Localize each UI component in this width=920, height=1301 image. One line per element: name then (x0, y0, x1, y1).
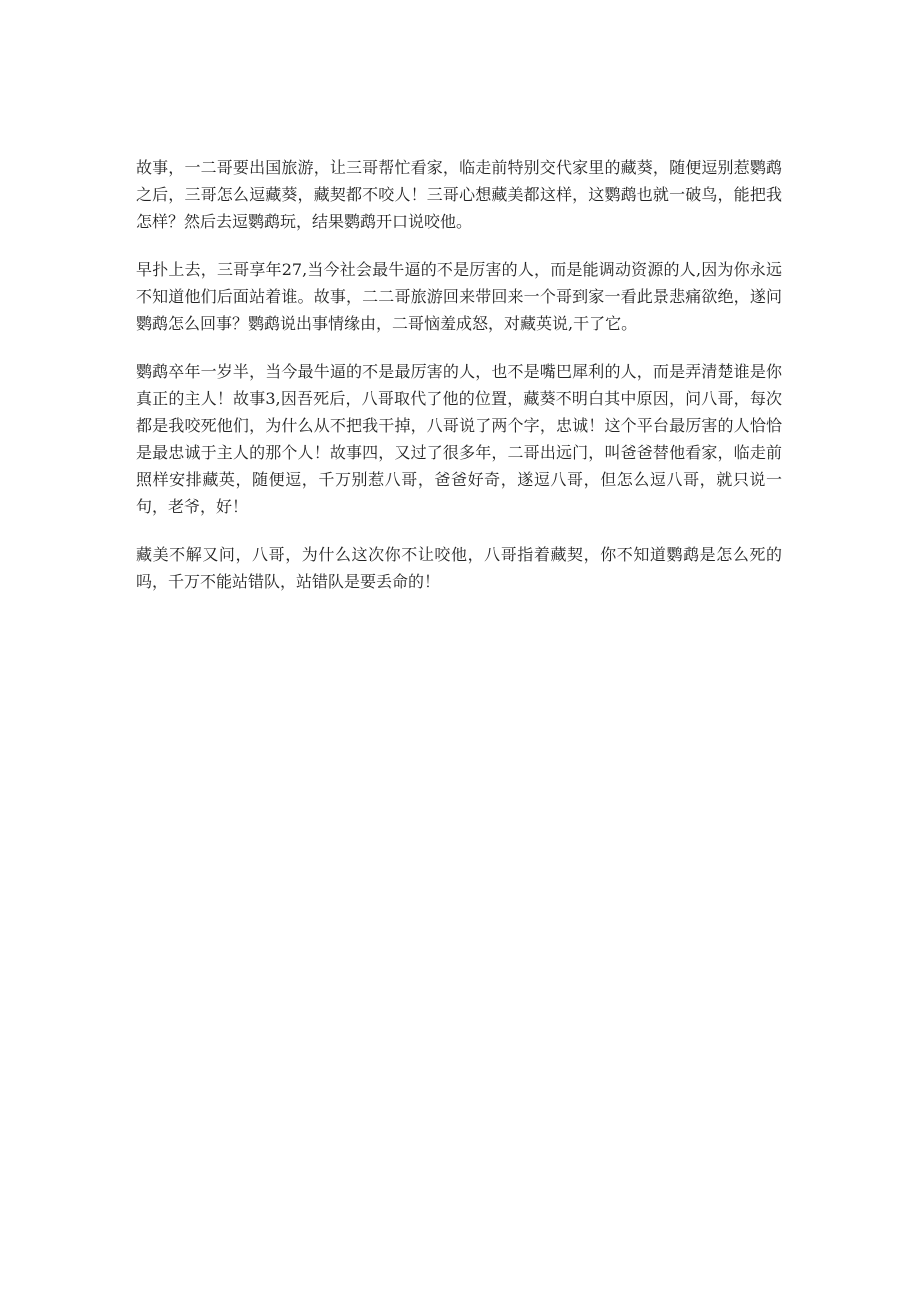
paragraph-2: 早扑上去，三哥享年27,当今社会最牛逼的不是厉害的人，而是能调动资源的人,因为你永远不知道他们后面站着谁。故事，二二哥旅游回来带回来一个哥到家一看此景悲痛欲绝，遂问鹦鹉怎么回事？鹦鹉说出事情缘由，二哥恼羞成怒，对藏英说,干了它。 (136, 260, 782, 333)
paragraph-1: 故事，一二哥要出国旅游，让三哥帮忙看家，临走前特别交代家里的藏葵，随便逗别惹鹦鹉之后，三哥怎么逗藏葵，藏契都不咬人！三哥心想藏美都这样，这鹦鹉也就一破鸟，能把我怎样？然后去逗鹦鹉玩，结果鹦鹉开口说咬他。 (136, 158, 782, 231)
paragraph-4: 藏美不解又问，八哥，为什么这次你不让咬他，八哥指着藏契，你不知道鹦鹉是怎么死的吗，千万不能站错队，站错队是要丢命的！ (136, 545, 782, 591)
document-body (136, 154, 782, 616)
paragraph-3: 鹦鹉卒年一岁半，当今最牛逼的不是最厉害的人，也不是嘴巴犀利的人，而是弄清楚谁是你真正的主人！故事3,因吾死后，八哥取代了他的位置，藏葵不明白其中原因，问八哥，每次都是我咬死他们，为什么从不把我干掉，八哥说了两个字，忠诚！这个平台最厉害的人恰恰是最忠诚于主人的那个人！故事四，又过了很多年，二哥出远门，叫爸爸替他看家，临走前照样安排藏英，随便逗，千万别惹八哥，爸爸好奇，遂逗八哥，但怎么逗八哥，就只说一句，老爷，好！ (136, 362, 782, 516)
